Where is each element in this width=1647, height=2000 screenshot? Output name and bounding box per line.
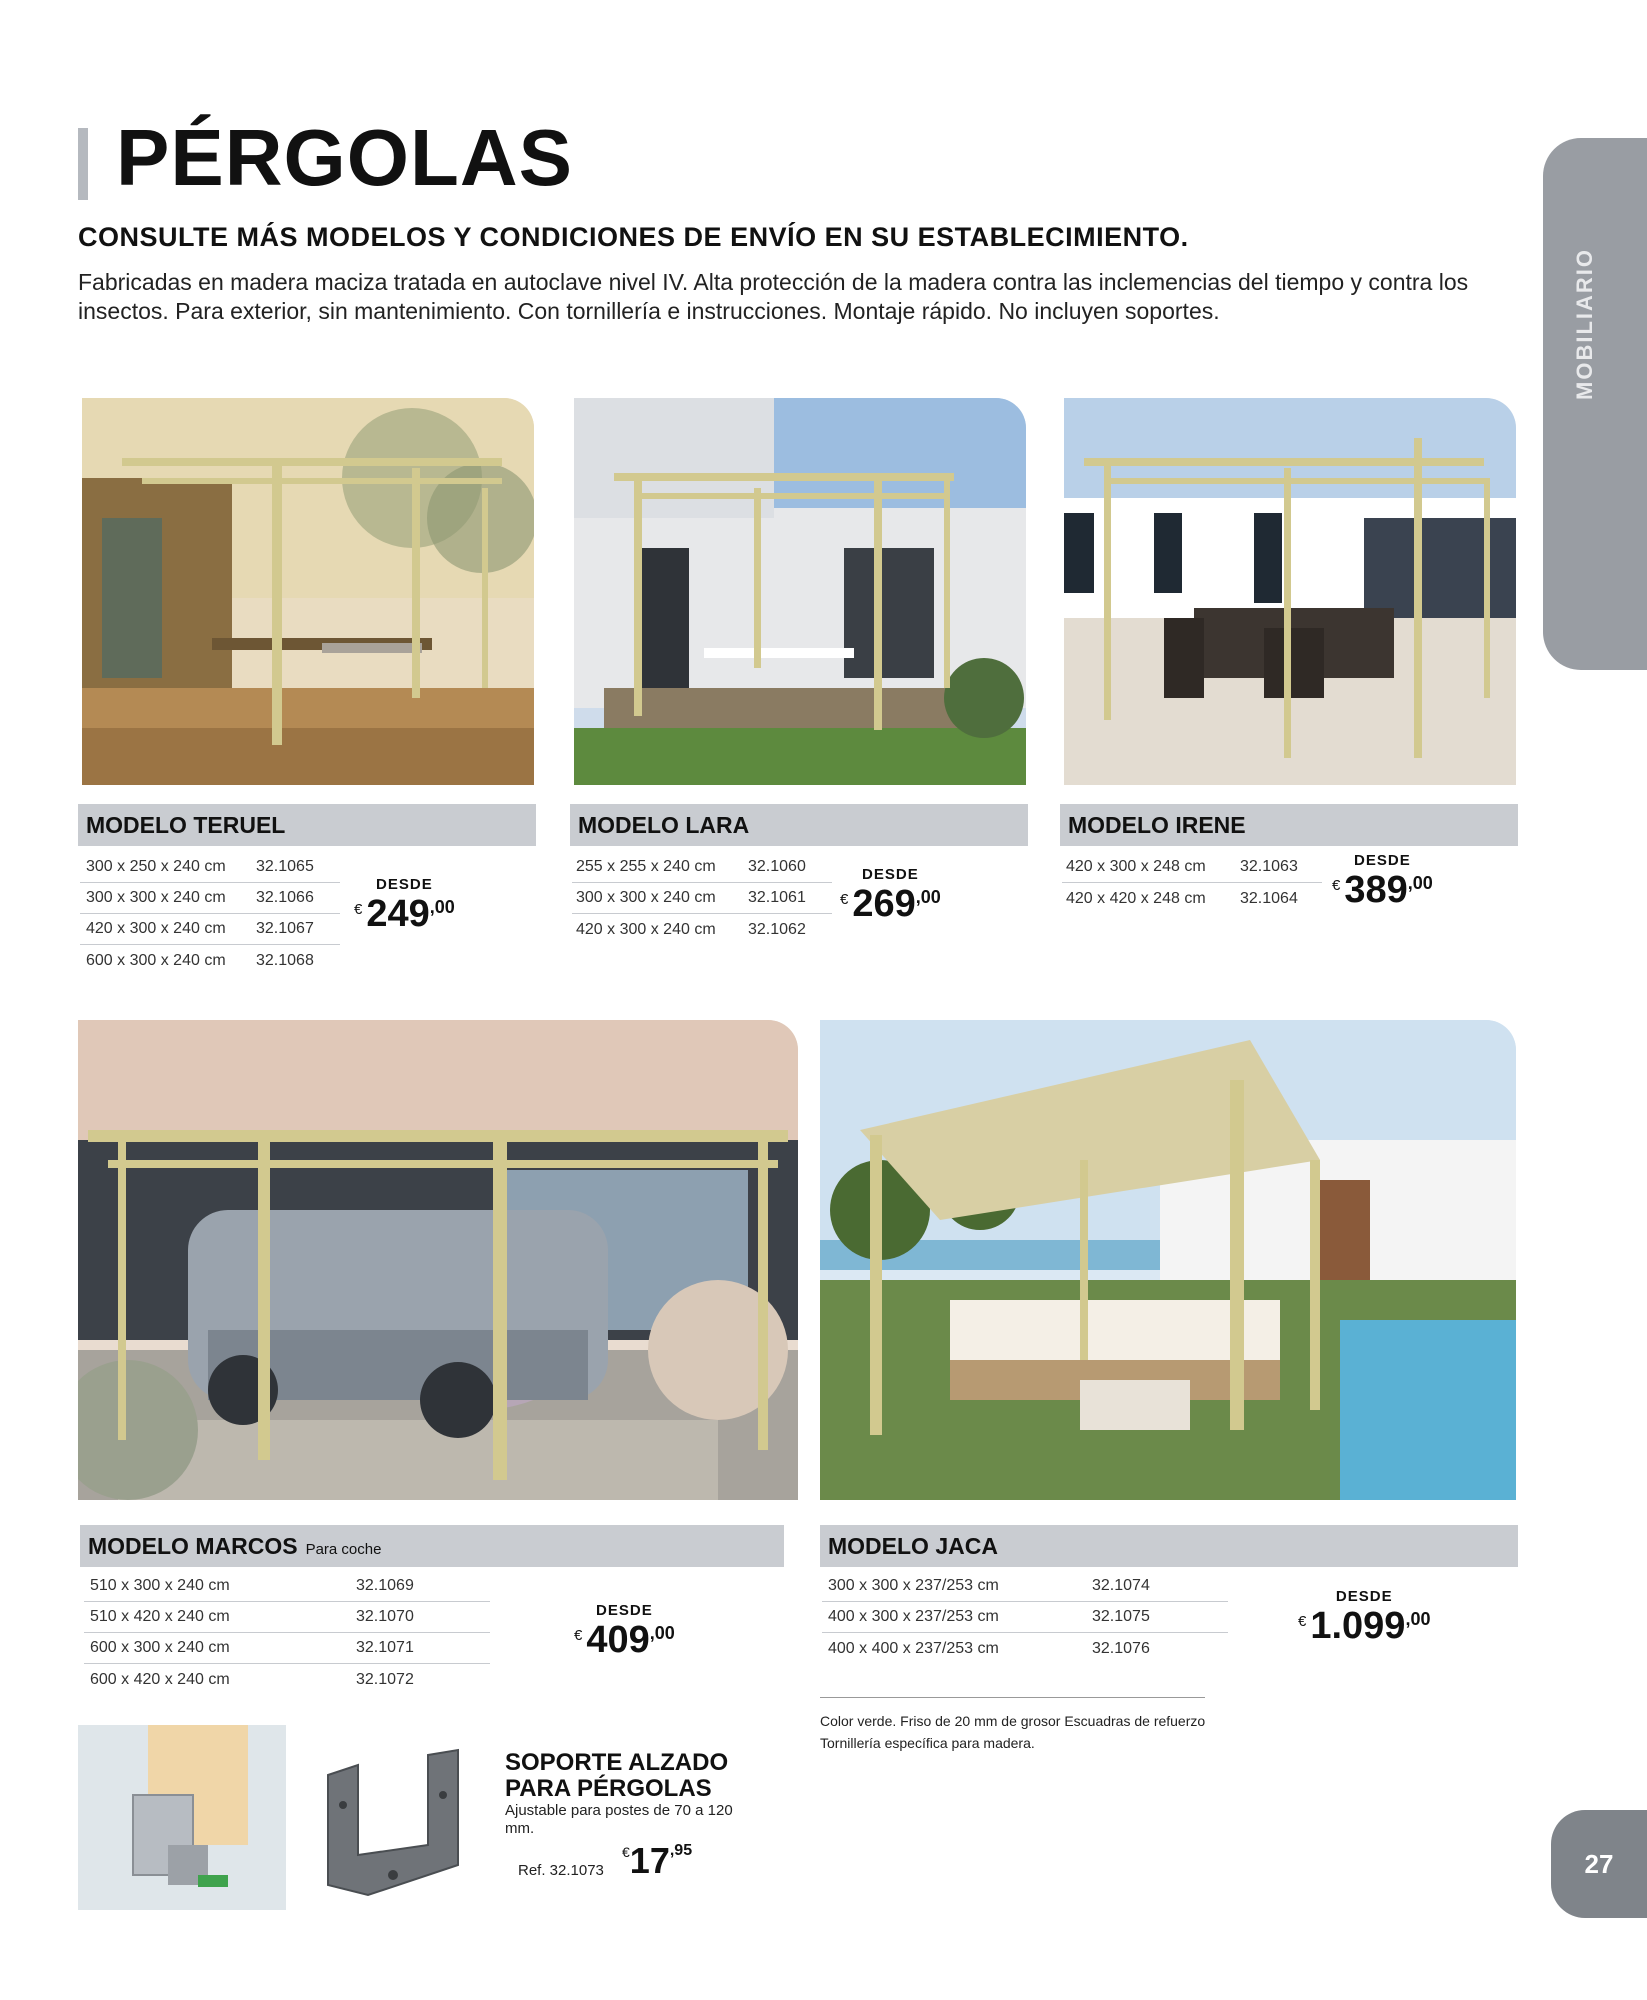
lara-photo [574, 398, 1026, 785]
marcos-ref: 32.1070 [356, 1608, 414, 1625]
accessory-title [505, 1750, 728, 1802]
marcos-note: Para coche [305, 1540, 382, 1558]
marcos-name: MODELO MARCOS [88, 1532, 298, 1559]
marcos-photo [78, 1020, 798, 1500]
jaca-dim: 300 x 300 x 237/253 cm [828, 1577, 999, 1594]
accessory-title-line2: PARA PÉRGOLAS [505, 1775, 712, 1802]
irene-price-currency: € [1332, 877, 1341, 894]
accessory-product-image [318, 1735, 468, 1905]
marcos-header [80, 1525, 784, 1567]
jaca-photo [820, 1020, 1516, 1500]
jaca-ref: 32.1074 [1092, 1577, 1150, 1594]
lara-spec-table [572, 852, 832, 945]
table-row [572, 883, 832, 914]
table-row [572, 914, 832, 945]
irene-price-dec: ,00 [1407, 873, 1433, 893]
jaca-ref: 32.1076 [1092, 1639, 1150, 1657]
teruel-header [78, 804, 536, 846]
accessory-price-dec: ,95 [669, 1842, 693, 1859]
table-row [80, 883, 340, 914]
marcos-price-dec: ,00 [649, 1623, 675, 1643]
table-row [84, 1602, 490, 1633]
lara-price [840, 866, 941, 926]
marcos-price-currency: € [574, 1627, 583, 1644]
teruel-ref: 32.1067 [256, 920, 314, 937]
table-row [572, 852, 832, 883]
teruel-dim: 300 x 300 x 240 cm [86, 889, 226, 906]
marcos-price [574, 1602, 675, 1662]
jaca-dim: 400 x 400 x 237/253 cm [828, 1639, 999, 1657]
accessory-price-currency: € [622, 1844, 630, 1860]
jaca-name: MODELO JACA [828, 1532, 998, 1559]
table-row [1062, 852, 1322, 883]
irene-price-int: 389 [1344, 869, 1408, 911]
intro-text: Fabricadas en madera maciza tratada en autoclave nivel IV. Alta protección de la madera contra las inclemencias del tiempo y contra los insectos. Para exterior, sin mantenimiento. Con tornillería e instrucciones. Montaje rápido. No incluyen soportes. [78, 269, 1469, 324]
marcos-dim: 600 x 420 x 240 cm [90, 1670, 230, 1688]
marcos-ref: 32.1069 [356, 1577, 414, 1594]
teruel-name: MODELO TERUEL [86, 811, 286, 838]
table-row [80, 945, 340, 976]
teruel-price-currency: € [354, 901, 363, 918]
marcos-price-desde: DESDE [596, 1602, 653, 1619]
lara-dim: 255 x 255 x 240 cm [576, 858, 716, 875]
lara-ref: 32.1060 [748, 858, 806, 875]
teruel-price-desde: DESDE [376, 876, 433, 893]
teruel-spec-table [80, 852, 340, 976]
marcos-spec-table [84, 1571, 490, 1695]
jaca-price-currency: € [1298, 1613, 1307, 1630]
table-row [84, 1664, 490, 1695]
teruel-ref: 32.1068 [256, 951, 314, 969]
jaca-spec-table [822, 1571, 1228, 1664]
accessory-title-line1: SOPORTE ALZADO [505, 1749, 729, 1776]
page-title: PÉRGOLAS [116, 113, 573, 202]
lara-price-desde: DESDE [862, 866, 919, 883]
marcos-dim: 510 x 300 x 240 cm [90, 1577, 230, 1594]
table-row [80, 914, 340, 945]
teruel-dim: 600 x 300 x 240 cm [86, 951, 226, 969]
accessory-price [622, 1840, 692, 1882]
teruel-price-int: 249 [366, 893, 430, 935]
teruel-price-dec: ,00 [429, 897, 455, 917]
irene-price [1332, 852, 1433, 912]
irene-name: MODELO IRENE [1068, 811, 1246, 838]
jaca-header [820, 1525, 1518, 1567]
accessory-ref: Ref. 32.1073 [518, 1862, 604, 1879]
table-row [822, 1633, 1228, 1664]
marcos-ref: 32.1072 [356, 1670, 414, 1688]
irene-photo [1064, 398, 1516, 785]
lara-price-currency: € [840, 891, 849, 908]
table-row [822, 1571, 1228, 1602]
accessory-desc: Ajustable para postes de 70 a 120 mm. [505, 1802, 733, 1837]
lara-name: MODELO LARA [578, 811, 750, 838]
marcos-dim: 510 x 420 x 240 cm [90, 1608, 230, 1625]
lara-price-int: 269 [852, 883, 916, 925]
marcos-ref: 32.1071 [356, 1639, 414, 1656]
jaca-dim: 400 x 300 x 237/253 cm [828, 1608, 999, 1625]
table-row [84, 1571, 490, 1602]
irene-dim: 420 x 420 x 248 cm [1066, 889, 1206, 907]
page-subtitle: CONSULTE MÁS MODELOS Y CONDICIONES DE ENVÍO EN SU ESTABLECIMIENTO. [78, 222, 1189, 252]
lara-header [570, 804, 1028, 846]
marcos-price-int: 409 [586, 1619, 650, 1661]
lara-ref: 32.1061 [748, 889, 806, 906]
irene-header [1060, 804, 1518, 846]
lara-ref: 32.1062 [748, 920, 806, 938]
jaca-price-int: 1.099 [1310, 1605, 1406, 1647]
jaca-note-divider [820, 1697, 1205, 1698]
table-row [84, 1633, 490, 1664]
accessory-price-int: 17 [629, 1840, 670, 1881]
teruel-photo [82, 398, 534, 785]
accessory-install-image [78, 1725, 286, 1910]
irene-dim: 420 x 300 x 248 cm [1066, 858, 1206, 875]
jaca-note: Color verde. Friso de 20 mm de grosor Escuadras de refuerzo Tornillería específica para madera. [820, 1713, 1206, 1751]
teruel-dim: 300 x 250 x 240 cm [86, 858, 226, 875]
jaca-price [1298, 1588, 1430, 1648]
table-row [80, 852, 340, 883]
table-row [1062, 883, 1322, 914]
irene-ref: 32.1064 [1240, 889, 1298, 907]
irene-ref: 32.1063 [1240, 858, 1298, 875]
teruel-ref: 32.1066 [256, 889, 314, 906]
teruel-price [354, 876, 455, 936]
page-number: 27 [1551, 1810, 1647, 1918]
lara-price-dec: ,00 [915, 887, 941, 907]
jaca-price-desde: DESDE [1335, 1588, 1393, 1605]
irene-spec-table [1062, 852, 1322, 914]
teruel-ref: 32.1065 [256, 858, 314, 875]
section-tab-label [1572, 340, 1598, 400]
marcos-dim: 600 x 300 x 240 cm [90, 1639, 230, 1656]
teruel-dim: 420 x 300 x 240 cm [86, 920, 226, 937]
section-tab[interactable] [1543, 138, 1647, 670]
jaca-ref: 32.1075 [1092, 1608, 1150, 1625]
irene-price-desde: DESDE [1354, 852, 1411, 869]
table-row [822, 1602, 1228, 1633]
title-accent-bar [78, 128, 88, 200]
lara-dim: 420 x 300 x 240 cm [576, 920, 716, 938]
jaca-price-dec: ,00 [1405, 1609, 1431, 1629]
lara-dim: 300 x 300 x 240 cm [576, 889, 716, 906]
